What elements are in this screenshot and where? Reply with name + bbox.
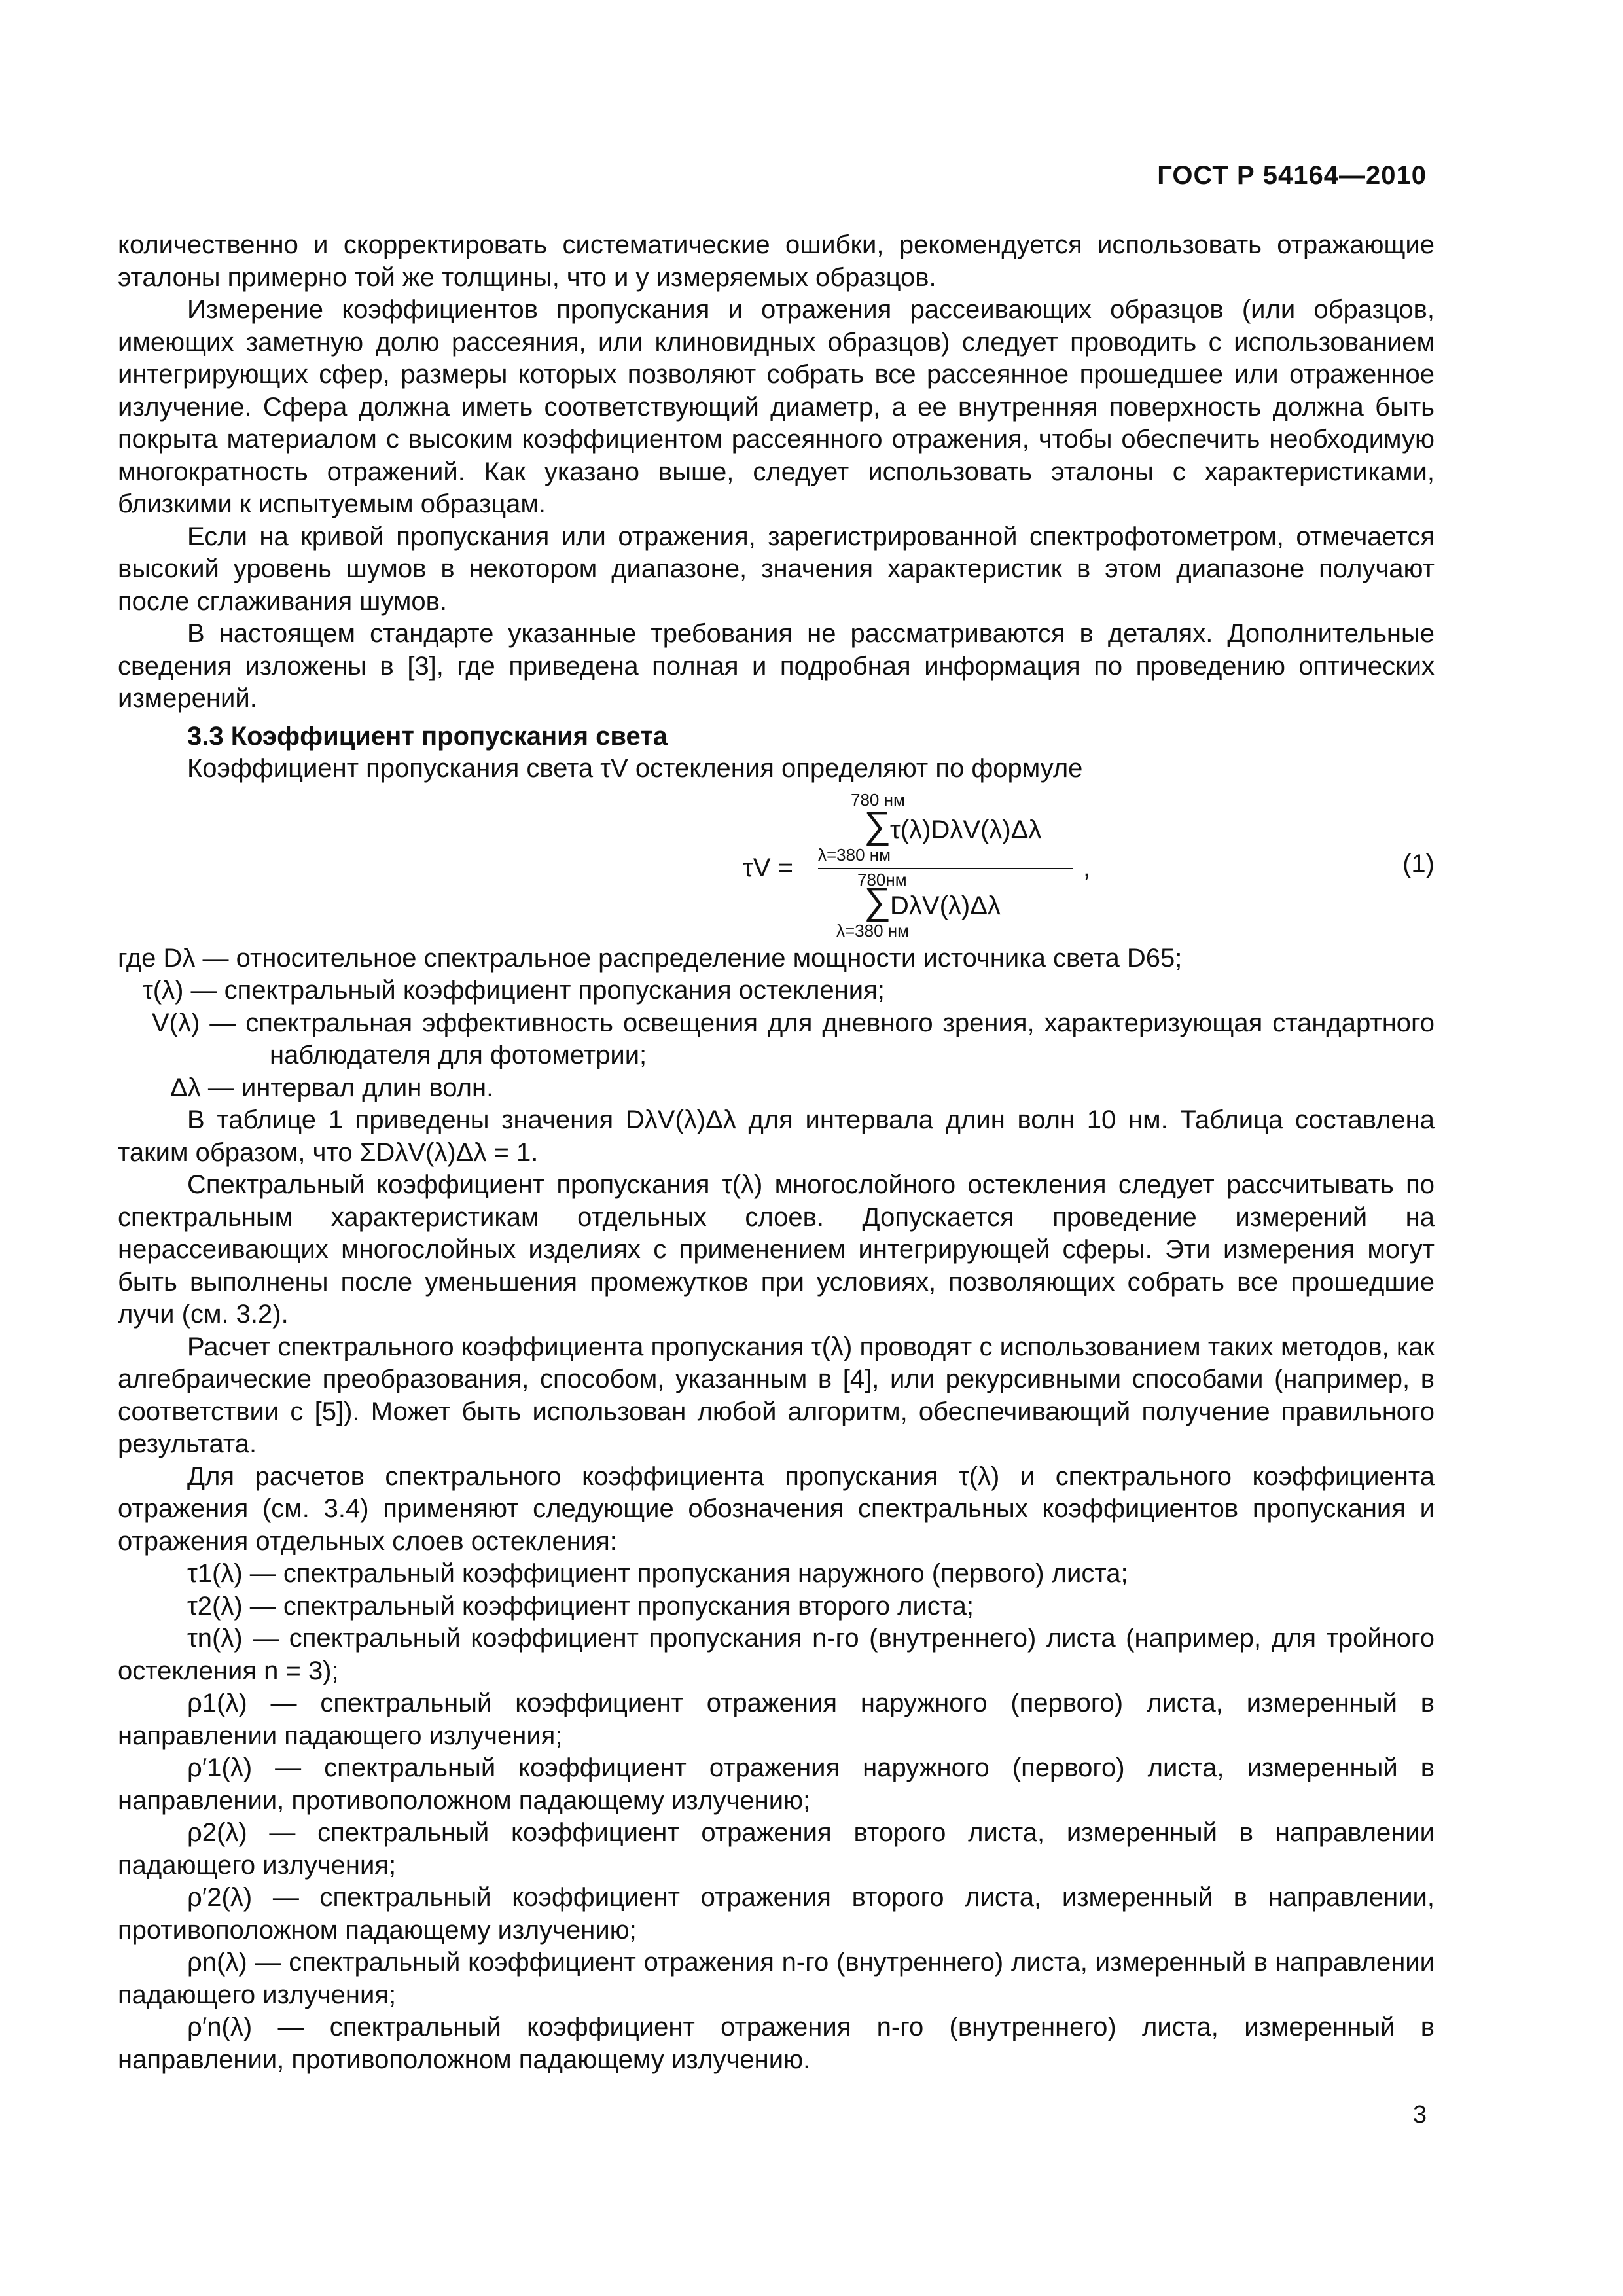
- formula-lhs: τV =: [743, 853, 793, 882]
- page-number: 3: [1412, 2101, 1427, 2128]
- paragraph-multilayer: Спектральный коэффициент пропускания τ(λ) многослойного остекления следует рассчитывать по спектральным характеристикам отдельных слоев. Допускается проведение измерений на нерассеивающих многослойных изделиях с применением интегрирующей сферы. Эти измерения могут быть выполнены после уменьшения промежутков при условиях, позволяющих собрать все прошедшие лучи (см. 3.2).: [118, 1170, 1435, 1329]
- formula-number: (1): [1402, 849, 1435, 878]
- paragraph-integrating-spheres: Измерение коэффициентов пропускания и отражения рассеивающих образцов (или образцов, имеющих заметную долю рассеяния, или клиновидных образцов) следует проводить с использованием интегрирующих сфер, размеры которых позволяют собрать все рассеянное прошедшее или отраженное излучение. Сфера должна иметь соответствующий диаметр, а ее внутренняя поверхность должна быть покрыта материалом с высоким коэффициентом рассеянного отражения, чтобы обеспечить необходимую многократность отражений. Как указано выше, следует использовать эталоны с характеристиками, близкими к испытуемым образцам.: [118, 295, 1435, 518]
- notation-item: ρn(λ) — спектральный коэффициент отражения n-го (внутреннего) листа, измеренный в направлении падающего излучения;: [118, 1948, 1435, 2009]
- notation-item: ρ′1(λ) — спектральный коэффициент отражения наружного (первого) листа, измеренный в направлении, противоположном падающему излучению;: [118, 1753, 1435, 1815]
- definition-delta-lambda: Δλ — интервал длин волн.: [170, 1073, 494, 1102]
- notation-item: ρ1(λ) — спектральный коэффициент отражения наружного (первого) листа, измеренный в направлении падающего излучения;: [118, 1689, 1435, 1750]
- numerator-expression: τ(λ)DλV(λ)Δλ: [890, 815, 1042, 844]
- denominator-sum-sign: ∑: [864, 879, 891, 922]
- paragraph-calculation: Расчет спектрального коэффициента пропускания τ(λ) проводят с использованием таких методов, как алгебраические преобразования, способом, указанным в [4], или рекурсивными способами (например, в соответствии с [5]). Может быть использован любой алгоритм, обеспечивающий получение правильного результата.: [118, 1332, 1435, 1458]
- formula: [628, 789, 1091, 941]
- paragraph-details: В настоящем стандарте указанные требования не рассматриваются в деталях. Дополнительные сведения изложены в [3], где приведена полная и подробная информация по проведению оптических измерений.: [118, 619, 1435, 713]
- paragraph-noise: Если на кривой пропускания или отражения, зарегистрированной спектрофотометром, отмечается высокий уровень шумов в некотором диапазоне, значения характеристик в этом диапазоне получают после сглаживания шумов.: [118, 522, 1435, 616]
- formula-intro: Коэффициент пропускания света τV остекления определяют по формуле: [187, 754, 1083, 783]
- notation-list: [118, 1558, 1435, 2076]
- definition-tau-lambda: τ(λ) — спектральный коэффициент пропускания остекления;: [143, 976, 885, 1005]
- notation-item: τ1(λ) — спектральный коэффициент пропускания наружного (первого) листа;: [187, 1559, 1128, 1588]
- page-content: [118, 229, 1435, 2076]
- numerator-lower-limit: λ=380 нм: [818, 844, 891, 865]
- formula-fraction: [818, 791, 1073, 941]
- formula-definitions: [118, 942, 1435, 1105]
- formula-block: [118, 785, 1435, 942]
- numerator-upper-limit: 780 нм: [851, 789, 905, 810]
- fraction-bar: [818, 868, 1073, 869]
- numerator-sum-sign: ∑: [864, 803, 891, 846]
- definition-v-lambda: V(λ) — спектральная эффективность освещения для дневного зрения, характеризующая стандартного наблюдателя для фотометрии;: [152, 1008, 1435, 1069]
- notation-item: τn(λ) — спектральный коэффициент пропускания n-го (внутреннего) листа (например, для тройного остекления n = 3);: [118, 1624, 1435, 1685]
- notation-item: ρ′2(λ) — спектральный коэффициент отражения второго листа, измеренный в направлении, противоположном падающему излучению;: [118, 1883, 1435, 1945]
- notation-item: τ2(λ) — спектральный коэффициент пропускания второго листа;: [187, 1591, 974, 1621]
- formula-comma: ,: [1083, 853, 1091, 882]
- paragraph-table: В таблице 1 приведены значения DλV(λ)Δλ для интервала длин волн 10 нм. Таблица составлена таким образом, что ΣDλV(λ)Δλ = 1.: [118, 1105, 1435, 1167]
- notation-item: ρ′n(λ) — спектральный коэффициент отражения n-го (внутреннего) листа, измеренный в направлении, противоположном падающему излучению.: [118, 2013, 1435, 2074]
- denominator-lower-limit: λ=380 нм: [836, 920, 910, 941]
- section-heading: 3.3 Коэффициент пропускания света: [187, 721, 668, 751]
- document-header: ГОСТ Р 54164—2010: [1157, 161, 1427, 190]
- denominator-expression: DλV(λ)Δλ: [890, 891, 1001, 920]
- paragraph-intro: количественно и скорректировать систематические ошибки, рекомендуется использовать отражающие эталоны примерно той же толщины, что и у измеряемых образцов.: [118, 230, 1435, 292]
- notation-item: ρ2(λ) — спектральный коэффициент отражения второго листа, измеренный в направлении падающего излучения;: [118, 1818, 1435, 1880]
- definition-d-lambda: где Dλ — относительное спектральное распределение мощности источника света D65;: [118, 943, 1183, 973]
- paragraph-notation: Для расчетов спектрального коэффициента пропускания τ(λ) и спектрального коэффициента отражения (см. 3.4) применяют следующие обозначения спектральных коэффициентов пропускания и отражения отдельных слоев остекления:: [118, 1462, 1435, 1556]
- denominator-upper-limit: 780нм: [857, 869, 907, 889]
